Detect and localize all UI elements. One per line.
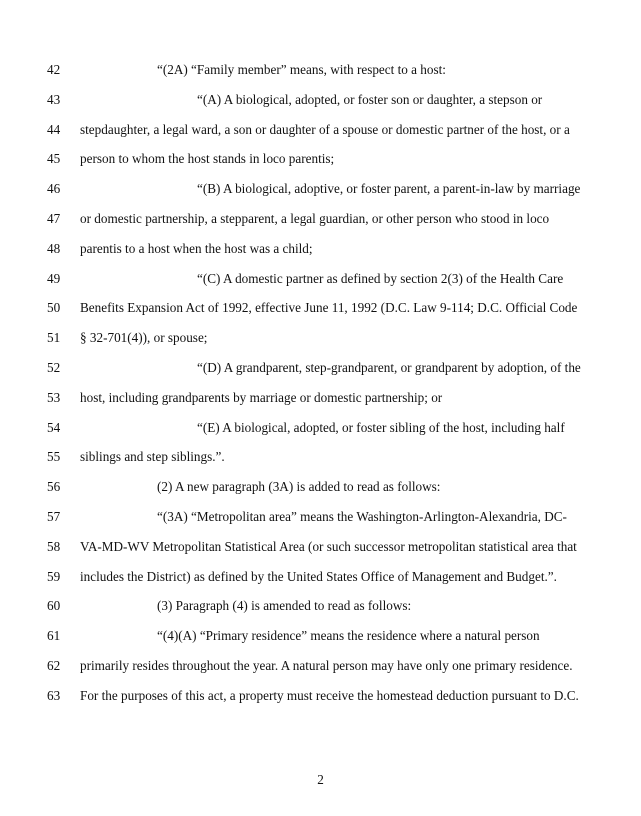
line-number: 63 bbox=[47, 687, 61, 703]
document-line bbox=[0, 179, 641, 199]
line-text: “(2A) “Family member” means, with respect to a host: bbox=[157, 62, 446, 77]
document-line bbox=[0, 328, 641, 348]
line-number: 46 bbox=[47, 181, 61, 197]
line-number: 62 bbox=[47, 658, 61, 673]
document-line bbox=[0, 60, 641, 80]
line-number: 54 bbox=[47, 419, 61, 435]
line-text: “(B) A biological, adoptive, or foster parent, a parent-in-law by marriage bbox=[197, 181, 581, 197]
line-number: 55 bbox=[47, 449, 61, 465]
line-number: 42 bbox=[47, 62, 61, 77]
line-text: person to whom the host stands in loco parentis; bbox=[80, 151, 335, 167]
document-line bbox=[0, 298, 641, 318]
line-number: 53 bbox=[47, 389, 61, 405]
document-line bbox=[0, 507, 641, 527]
line-text: “(C) A domestic partner as defined by section 2(3) of the Health Care bbox=[197, 270, 564, 286]
line-text: For the purposes of this act, a property must receive the homestead deduction pursuant to D.C. bbox=[80, 687, 579, 703]
document-line bbox=[0, 567, 641, 587]
document-line bbox=[0, 90, 641, 110]
document-line bbox=[0, 120, 641, 140]
page-number: 2 bbox=[317, 772, 324, 787]
line-number: 60 bbox=[47, 598, 61, 614]
line-text: “(A) A biological, adopted, or foster son or daughter, a stepson or bbox=[197, 91, 543, 107]
line-text: or domestic partnership, a stepparent, a legal guardian, or other person who stood in loco bbox=[80, 211, 550, 226]
line-number: 58 bbox=[47, 538, 61, 554]
line-number: 49 bbox=[47, 270, 61, 286]
line-text: primarily resides throughout the year. A natural person may have only one primary residence. bbox=[80, 658, 573, 673]
line-number: 44 bbox=[47, 121, 61, 137]
line-text: § 32-701(4)), or spouse; bbox=[80, 330, 208, 346]
line-text: stepdaughter, a legal ward, a son or daughter of a spouse or domestic partner of the host, or a bbox=[80, 121, 570, 137]
document-line bbox=[0, 477, 641, 497]
line-number: 50 bbox=[47, 300, 61, 316]
document-line bbox=[0, 656, 641, 676]
document-line bbox=[0, 686, 641, 706]
document-line bbox=[0, 239, 641, 259]
document-line bbox=[0, 537, 641, 557]
line-text: “(3A) “Metropolitan area” means the Washington-Arlington-Alexandria, DC- bbox=[157, 509, 567, 524]
line-number: 51 bbox=[47, 330, 61, 346]
line-number: 45 bbox=[47, 151, 61, 167]
document-line bbox=[0, 388, 641, 408]
line-text: “(E) A biological, adopted, or foster sibling of the host, including half bbox=[197, 419, 565, 435]
document-line bbox=[0, 626, 641, 646]
line-text: VA-MD-WV Metropolitan Statistical Area (or such successor metropolitan statistical area that bbox=[80, 538, 577, 554]
line-number: 47 bbox=[47, 211, 61, 226]
line-number: 57 bbox=[47, 509, 61, 524]
line-text: host, including grandparents by marriage or domestic partnership; or bbox=[80, 389, 443, 405]
line-text: includes the District) as defined by the United States Office of Management and Budget.”. bbox=[80, 568, 557, 584]
line-number: 56 bbox=[47, 479, 61, 495]
line-text: (3) Paragraph (4) is amended to read as follows: bbox=[157, 598, 412, 614]
document-line bbox=[0, 596, 641, 616]
document-line bbox=[0, 209, 641, 229]
line-text: Benefits Expansion Act of 1992, effective June 11, 1992 (D.C. Law 9-114; D.C. Official Code bbox=[80, 300, 578, 316]
document-line bbox=[0, 269, 641, 289]
document-line bbox=[0, 358, 641, 378]
line-number: 48 bbox=[47, 240, 61, 256]
document-line bbox=[0, 418, 641, 438]
line-number: 52 bbox=[47, 360, 61, 375]
line-number: 43 bbox=[47, 91, 61, 107]
line-text: siblings and step siblings.”. bbox=[80, 449, 225, 465]
document-line bbox=[0, 447, 641, 467]
line-text: “(D) A grandparent, step-grandparent, or grandparent by adoption, of the bbox=[197, 360, 581, 375]
line-number: 59 bbox=[47, 568, 61, 584]
document-line bbox=[0, 149, 641, 169]
line-text: “(4)(A) “Primary residence” means the residence where a natural person bbox=[157, 628, 540, 644]
line-text: (2) A new paragraph (3A) is added to read as follows: bbox=[157, 479, 441, 495]
line-number: 61 bbox=[47, 628, 61, 644]
line-text: parentis to a host when the host was a child; bbox=[80, 240, 313, 256]
